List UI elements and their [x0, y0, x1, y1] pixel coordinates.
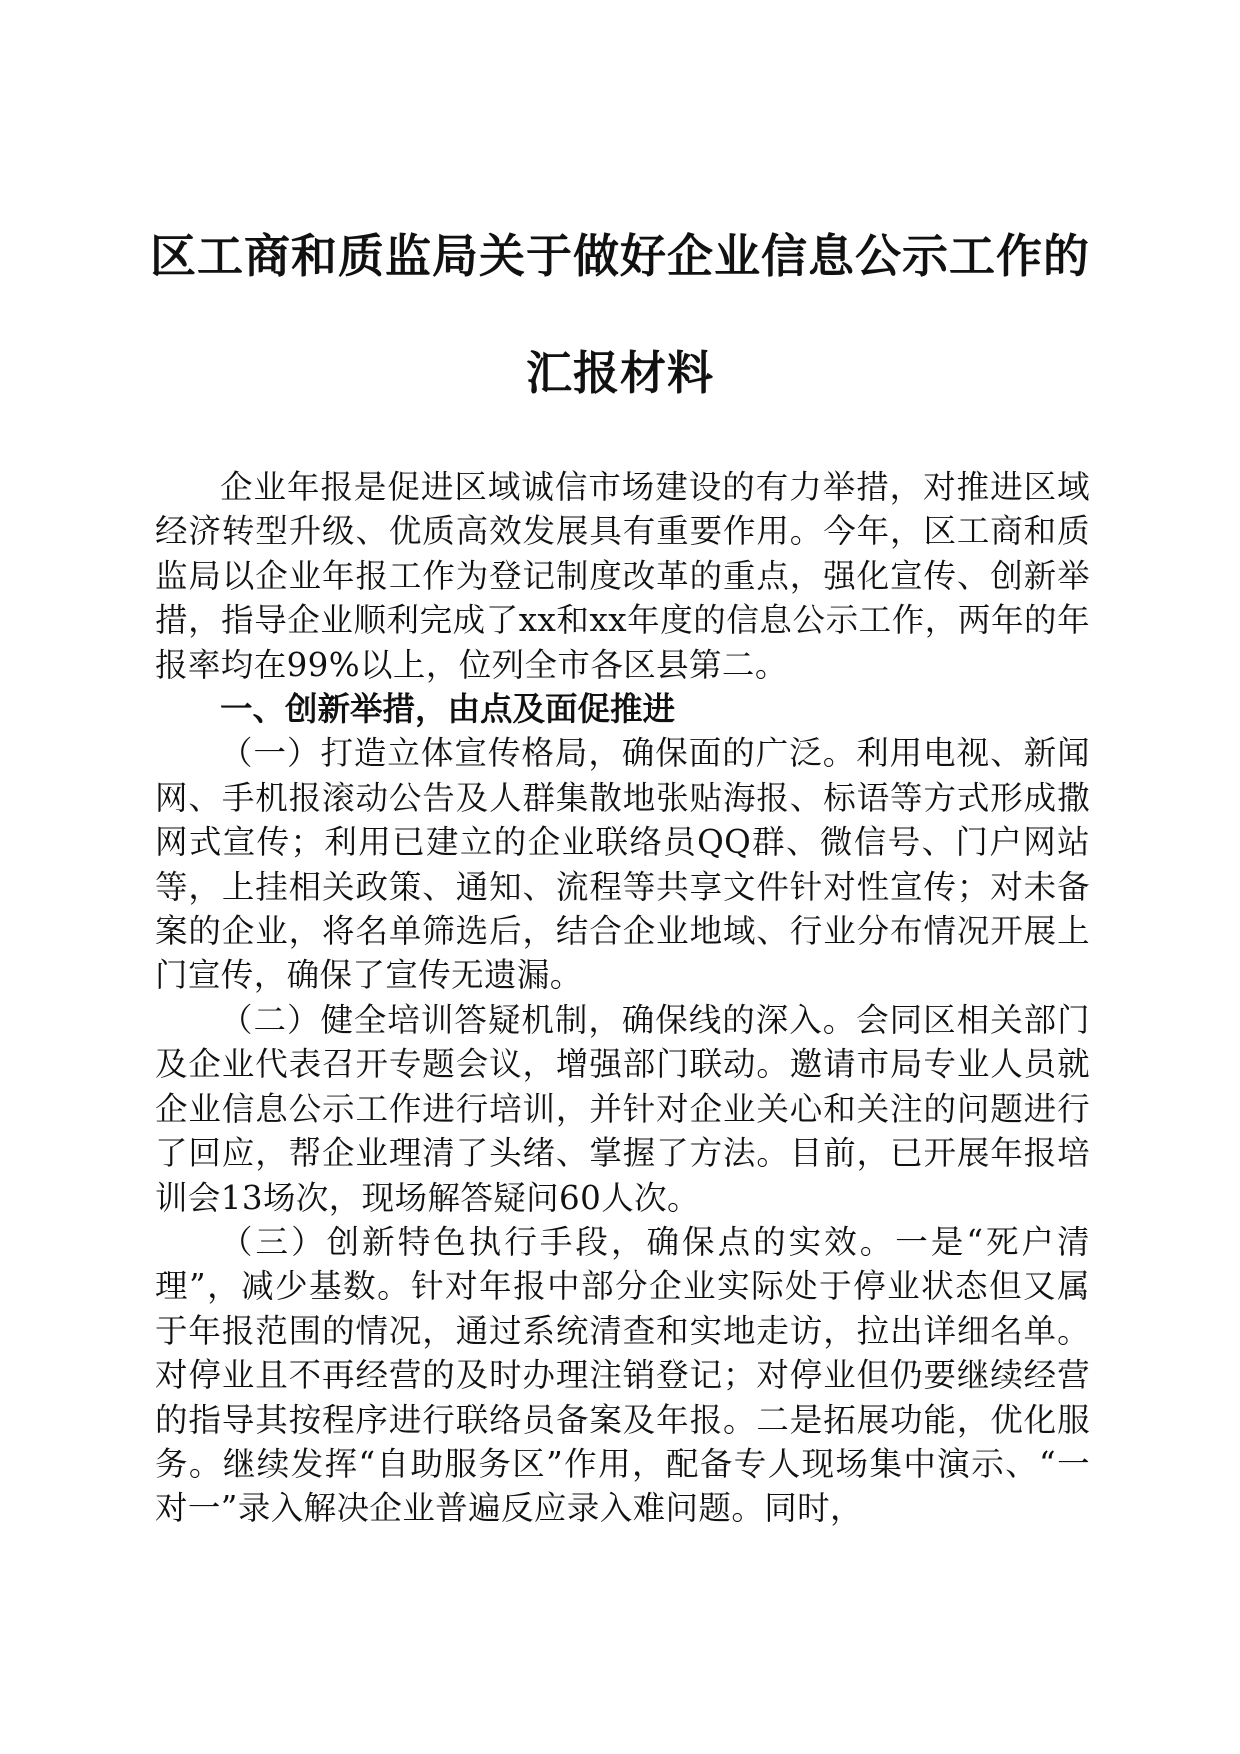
paragraph-measures: （三）创新特色执行手段，确保点的实效。一是“死户清理”，减少基数。针对年报中部分企业实际处于停业状态但又属于年报范围的情况，通过系统清查和实地走访，拉出详细名单。对停业且不再经营的及时办理注销登记；对停业但仍要继续经营的指导其按程序进行联络员备案及年报。二是拓展功能，优化服务。继续发挥“自助服务区”作用，配备专人现场集中演示、“一对一”录入解决企业普遍反应录入难问题。同时，: [155, 1222, 1090, 1528]
paragraph-training: （二）健全培训答疑机制，确保线的深入。会同区相关部门及企业代表召开专题会议，增强部门联动。邀请市局专业人员就企业信息公示工作进行培训，并针对企业关心和关注的问题进行了回应，帮企业理清了头绪、掌握了方法。目前，已开展年报培训会13场次，现场解答疑问60人次。: [155, 1000, 1090, 1217]
document-body: [155, 465, 1090, 1531]
document-title-line-2: 汇报材料: [526, 346, 714, 400]
document-title-line-1: 区工商和质监局关于做好企业信息公示工作的: [150, 229, 1090, 283]
section-heading-1: 一、创新举措，由点及面促推进: [220, 690, 676, 729]
paragraph-publicity: （一）打造立体宣传格局，确保面的广泛。利用电视、新闻网、手机报滚动公告及人群集散地张贴海报、标语等方式形成撒网式宣传；利用已建立的企业联络员QQ群、微信号、门户网站等，上挂相关政策、通知、流程等共享文件针对性宣传；对未备案的企业，将名单筛选后，结合企业地域、行业分布情况开展上门宣传，确保了宣传无遗漏。: [155, 734, 1090, 995]
intro-paragraph: 企业年报是促进区域诚信市场建设的有力举措，对推进区域经济转型升级、优质高效发展具有重要作用。今年，区工商和质监局以企业年报工作为登记制度改革的重点，强化宣传、创新举措，指导企业顺利完成了xx和xx年度的信息公示工作，两年的年报率均在99%以上，位列全市各区县第二。: [155, 468, 1090, 684]
